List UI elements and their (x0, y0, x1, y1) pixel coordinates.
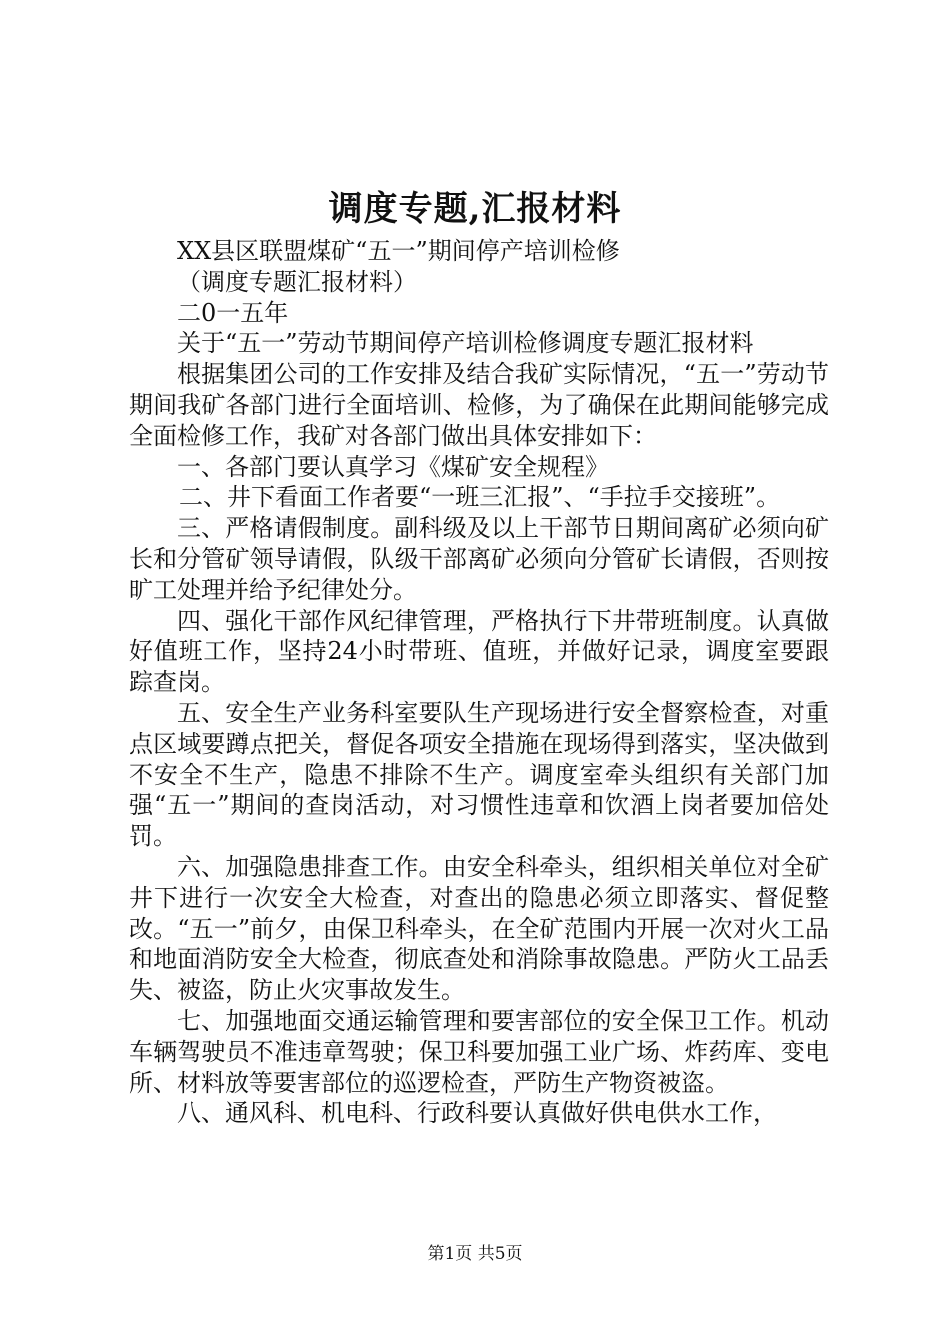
paragraph-item-2: 二、井下看面工作者要“一班三汇报”、“手拉手交接班”。 (179, 483, 781, 512)
paragraph-intro: 根据集团公司的工作安排及结合我矿实际情况，“五一”劳动节期间我矿各部门进行全面培训、检修，为了确保在此期间能够完成全面检修工作，我矿对各部门做出具体安排如下： (129, 360, 829, 450)
paragraph-item-8: 八、通风科、机电科、行政科要认真做好供电供水工作， (177, 1099, 777, 1128)
paragraph-item-7: 七、加强地面交通运输管理和要害部位的安全保卫工作。机动车辆驾驶员不准违章驾驶；保卫科要加强工业广场、炸药库、变电所、材料放等要害部位的巡逻检查，严防生产物资被盗。 (129, 1006, 829, 1097)
document-body (129, 236, 829, 1129)
paragraph-item-4: 四、强化干部作风纪律管理，严格执行下井带班制度。认真做好值班工作，坚持24小时带班、值班，并做好记录，调度室要跟踪查岗。 (129, 606, 829, 697)
paragraph-heading: 关于“五一”劳动节期间停产培训检修调度专题汇报材料 (177, 329, 754, 358)
paragraph-item-1: 一、各部门要认真学习《煤矿安全规程》 (177, 452, 609, 481)
paragraph-item-6: 六、加强隐患排查工作。由安全科牵头，组织相关单位对全矿井下进行一次安全大检查，对查出的隐患必须立即落实、督促整改。“五一”前夕，由保卫科牵头，在全矿范围内开展一次对火工品和地面消防安全大检查，彻底查处和消除事故隐患。严防火工品丢失、被盗，防止火灾事故发生。 (129, 852, 829, 1005)
paragraph-item-5: 五、安全生产业务科室要队生产现场进行安全督察检查，对重点区域要蹲点把关，督促各项安全措施在现场得到落实，坚决做到不安全不生产，隐患不排除不生产。调度室牵头组织有关部门加强“五一”期间的查岗活动，对习惯性违章和饮酒上岗者要加倍处罚。 (129, 698, 829, 851)
paragraph-subtitle-note: （调度专题汇报材料） (177, 267, 417, 296)
page-footer: 第1页 共5页 (427, 1244, 523, 1264)
paragraph-year: 二0一五年 (177, 298, 289, 327)
paragraph-item-3: 三、严格请假制度。副科级及以上干部节日期间离矿必须向矿长和分管矿领导请假，队级干部离矿必须向分管矿长请假，否则按旷工处理并给予纪律处分。 (129, 514, 829, 604)
paragraph-subtitle: XX县区联盟煤矿“五一”期间停产培训检修 (177, 237, 620, 265)
document-title: 调度专题,汇报材料 (328, 189, 622, 229)
